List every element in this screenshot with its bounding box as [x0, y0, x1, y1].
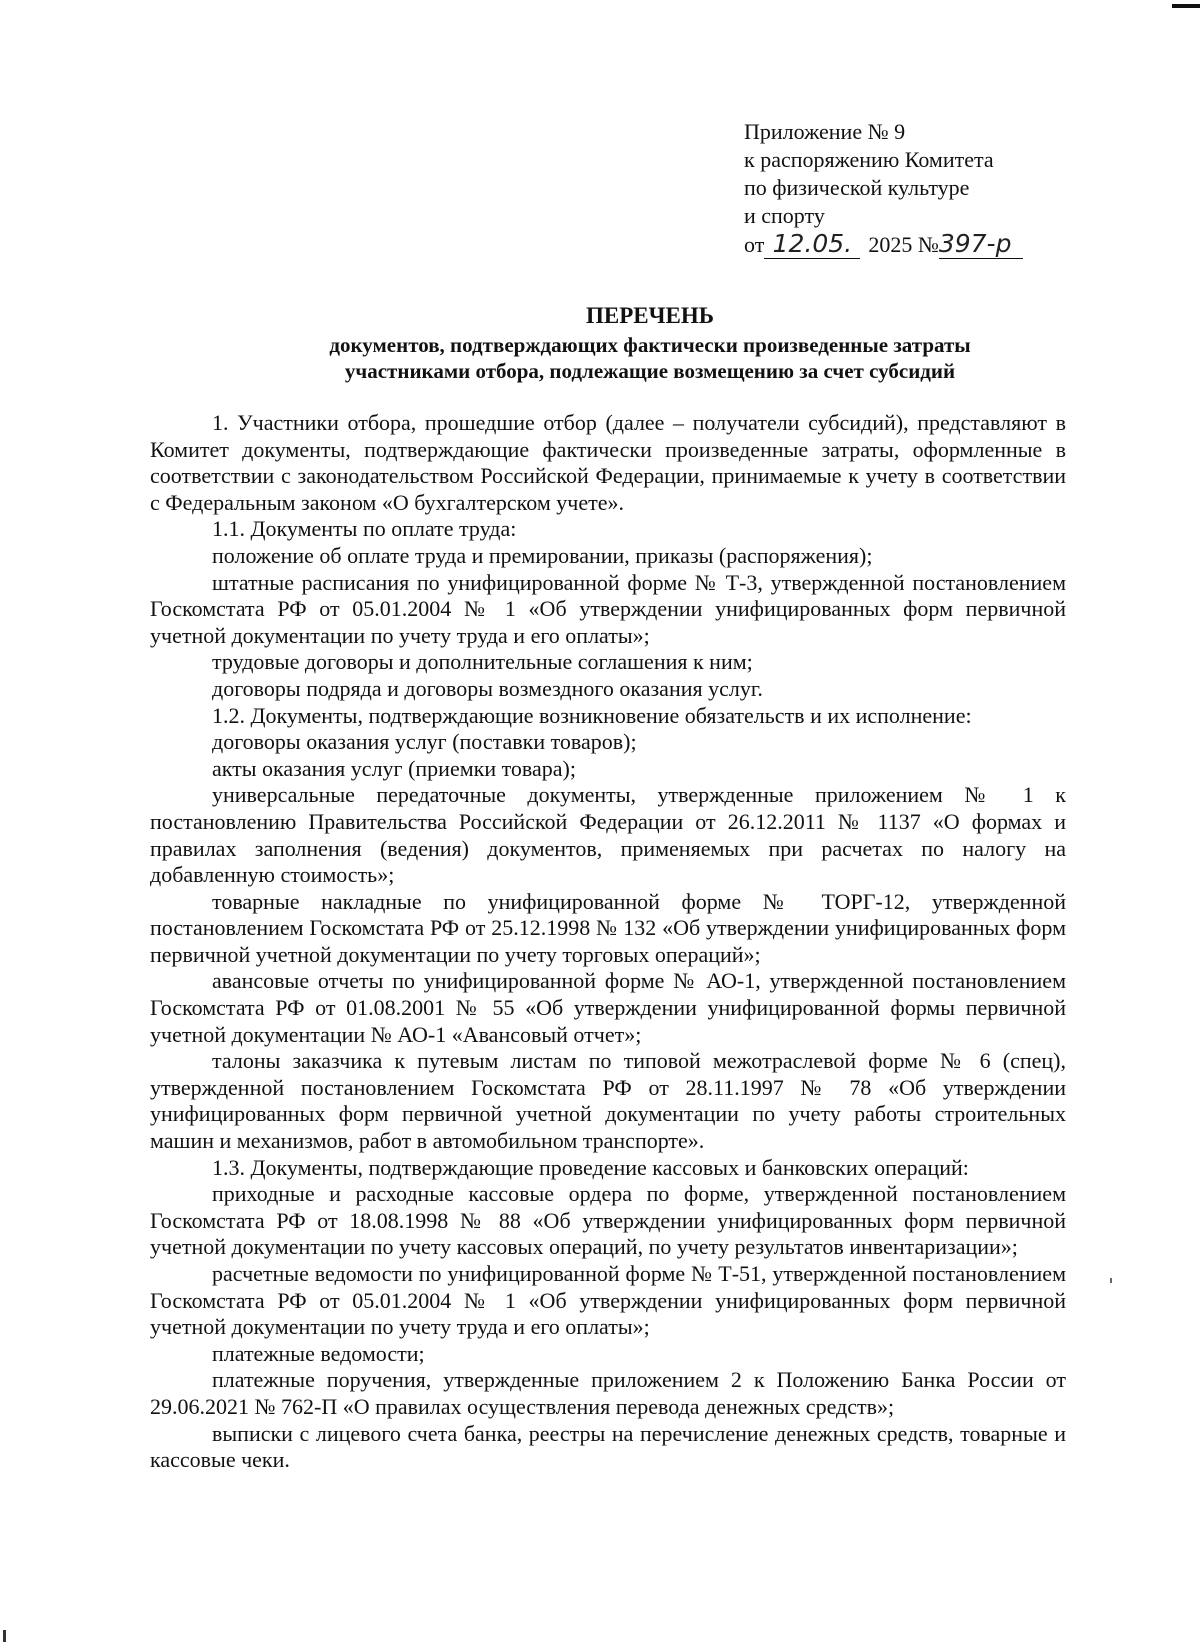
paragraph: 1.3. Документы, подтверждающие проведение кассовых и банковских операций: — [212, 1154, 969, 1180]
paragraph: платежные ведомости; — [212, 1340, 425, 1366]
handwritten-date: 12.05. — [764, 230, 860, 259]
paragraph: договоры оказания услуг (поставки товаров); — [212, 729, 637, 755]
paragraph: 1.2. Документы, подтверждающие возникновение обязательств и их исполнение: — [212, 702, 972, 728]
paragraph: выписки с лицевого счета банка, реестры на перечисление денежных средств, товарные и кассовые чеки. — [150, 1420, 1066, 1473]
paragraph: 1.1. Документы по оплате труда: — [212, 516, 517, 542]
document-subtitle-line-2: участниками отбора, подлежащие возмещению за счет субсидий — [344, 359, 956, 383]
document-title: ПЕРЕЧЕНЬ — [586, 303, 714, 328]
appendix-date-line — [744, 230, 1023, 259]
scan-speck — [1110, 1278, 1112, 1283]
paragraph: платежные поручения, утвержденные приложением 2 к Положению Банка России от 29.06.2021 № 762-П «О правилах осуществления перевода денежных средств»; — [150, 1367, 1066, 1419]
paragraph: авансовые отчеты по унифицированной форме № АО-1, утвержденной постановлением Госкомстата РФ от 01.08.2001 № 55 «Об утверждении унифицированной формы первичной учетной документации № АО-1 «Авансовый отчет»; — [150, 968, 1066, 1047]
paragraph: положение об оплате труда и премировании, приказы (распоряжения); — [212, 542, 873, 568]
scan-corner-mark — [1172, 4, 1200, 8]
paragraph: универсальные передаточные документы, утвержденные приложением № 1 к постановлению Правительства Российской Федерации от 26.12.2011 № 1137 «О формах и правилах заполнения (ведения) документов, применяемых при расчетах по налогу на добавленную стоимость»; — [150, 782, 1066, 888]
appendix-line-3: по физической культуре — [744, 175, 970, 200]
year-label: 2025 № — [868, 232, 939, 257]
paragraph: талоны заказчика к путевым листам по типовой межотраслевой форме № 6 (спец), утвержденной постановлением Госкомстата РФ от 28.11.1997 № 78 «Об утверждении унифицированных форм первичной учетной документации по учету работы строительных машин и механизмов, работ в автомобильном транспорте». — [150, 1048, 1066, 1154]
paragraph: штатные расписания по унифицированной форме № Т-3, утвержденной постановлением Госкомстата РФ от 05.01.2004 № 1 «Об утверждении унифицированных форм первичной учетной документации по учету труда и его оплаты»; — [150, 569, 1066, 648]
document-subtitle-line-1: документов, подтверждающих фактически произведенные затраты — [329, 333, 971, 357]
paragraph: расчетные ведомости по унифицированной форме № Т-51, утвержденной постановлением Госкомстата РФ от 05.01.2004 № 1 «Об утверждении унифицированных форм первичной учетной документации по учету труда и его оплаты»; — [150, 1261, 1066, 1340]
paragraph: приходные и расходные кассовые ордера по форме, утвержденной постановлением Госкомстата РФ от 18.08.1998 № 88 «Об утверждении унифицированных форм первичной учетной документации по учету кассовых операций, по учету результатов инвентаризации»; — [150, 1181, 1066, 1260]
paragraph: 1. Участники отбора, прошедшие отбор (далее – получатели субсидий), представляют в Комитет документы, подтверждающие фактически произведенные затраты, оформленные в соответствии с законодательством Российской Федерации, принимаемые к учету в соответствии с Федеральным законом «О бухгалтерском учете». — [150, 410, 1066, 515]
appendix-header — [744, 118, 1023, 259]
title-block — [150, 300, 1150, 384]
appendix-line-1: Приложение № 9 — [744, 119, 906, 144]
appendix-line-2: к распоряжению Комитета — [744, 147, 994, 172]
paragraph: договоры подряда и договоры возмездного оказания услуг. — [212, 675, 763, 701]
document-body — [150, 410, 1066, 1474]
scan-edge-mark — [3, 1630, 6, 1642]
appendix-line-4: и спорту — [744, 203, 825, 228]
paragraph: акты оказания услуг (приемки товара); — [212, 755, 576, 781]
date-prefix: от — [744, 232, 765, 257]
handwritten-number: 397-р — [939, 230, 1023, 259]
paragraph: товарные накладные по унифицированной форме № ТОРГ-12, утвержденной постановлением Госкомстата РФ от 25.12.1998 № 132 «Об утверждении унифицированных форм первичной учетной документации по учету торговых операций»; — [150, 888, 1066, 967]
paragraph: трудовые договоры и дополнительные соглашения к ним; — [212, 649, 753, 675]
